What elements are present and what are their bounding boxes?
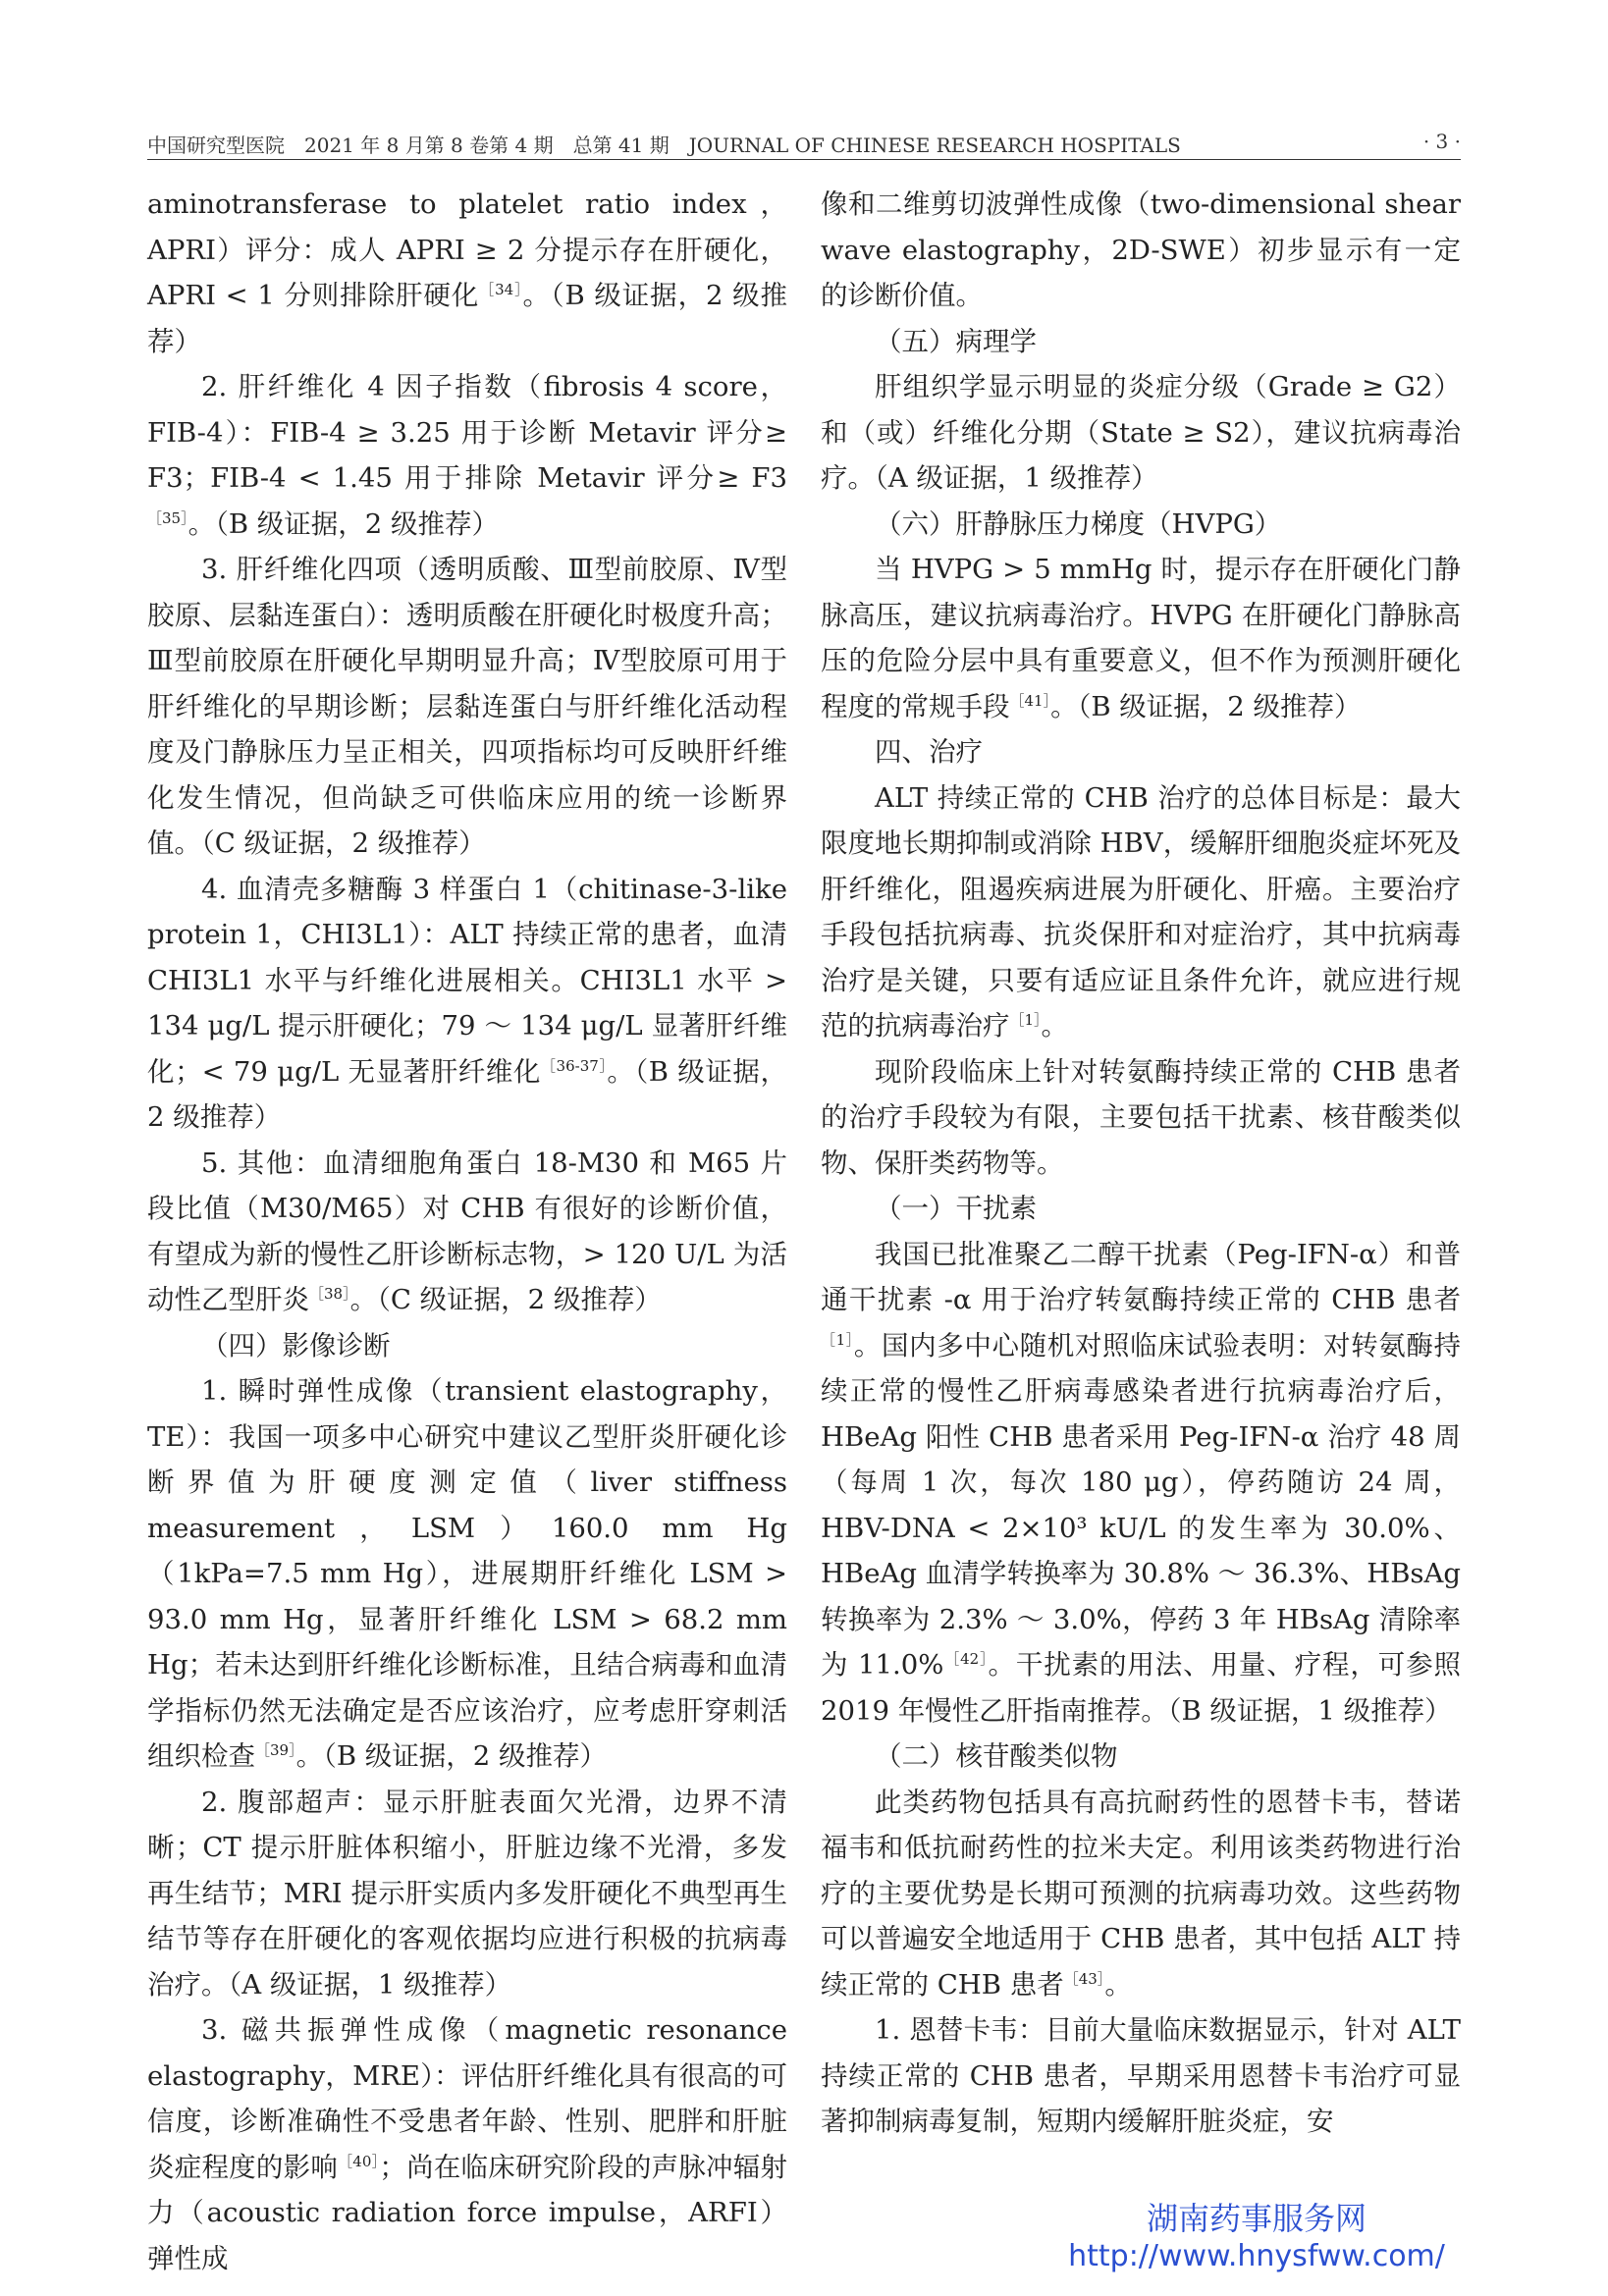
section-heading: （五）病理学 bbox=[875, 325, 1037, 357]
paragraph: aminotransferase to platelet ratio index，APRI）评分：成人 APRI ≥ 2 分提示存在肝硬化，APRI < 1 分则排除肝硬化$^{[34]}$。（B 级证据，2 级推荐） bbox=[147, 188, 788, 357]
paragraph: 我国已批准聚乙二醇干扰素（Peg-IFN-α）和普通干扰素 -α 用于治疗转氨酶持续正常的 CHB 患者$^{[1]}$。国内多中心随机对照临床试验表明：对转氨酶持续正常的慢性乙肝病毒感染者进行抗病毒治疗后，HBeAg 阳性 CHB 患者采用 Peg-IFN-α 治疗 48 周（每周 1 次，每次 180 μg），停药随访 24 周，HBV-DNA < 2×10³ kU/L 的发生率为 30.0%、HBeAg 血清学转换率为 30.8% ～ 36.3%、HBsAg 转换率为 2.3% ～ 3.0%，停药 3 年 HBsAg 清除率为 11.0%$^{[42]}$。干扰素的用法、用量、疗程，可参照 2019 年慢性乙肝指南推荐。（B 级证据，1 级推荐） bbox=[821, 1238, 1462, 1727]
page-number: · 3 · bbox=[1422, 130, 1461, 153]
paragraph: 像和二维剪切波弹性成像（two-dimensional shear wave elastography，2D-SWE）初步显示有一定的诊断价值。 bbox=[821, 188, 1461, 311]
paragraph: ALT 持续正常的 CHB 治疗的总体目标是：最大限度地长期抑制或消除 HBV，缓解肝细胞炎症坏死及肝纤维化，阻遏疾病进展为肝硬化、肝癌。主要治疗手段包括抗病毒、抗炎保肝和对症治疗，其中抗病毒治疗是关键，只要有适应证且条件允许，就应进行规范的抗病毒治疗$^{[1]}$。 bbox=[821, 781, 1461, 1041]
paragraph: 2. 肝纤维化 4 因子指数（fibrosis 4 score，FIB-4）：FIB-4 ≥ 3.25 用于诊断 Metavir 评分≥ F3；FIB-4 < 1.45 用于排除 Metavir 评分≥ $F3^{[35]}$。（B 级证据，2 级推荐） bbox=[147, 371, 787, 540]
watermark bbox=[1060, 2199, 1453, 2275]
section-heading: 四、治疗 bbox=[875, 736, 983, 768]
paragraph: 现阶段临床上针对转氨酶持续正常的 CHB 患者的治疗手段较为有限，主要包括干扰素、核苷酸类似物、保肝类药物等。 bbox=[821, 1055, 1461, 1179]
left-column bbox=[147, 182, 787, 2281]
watermark-title: 湖南药事服务网 bbox=[1146, 2200, 1367, 2237]
paragraph: 5. 其他：血清细胞角蛋白 18-M30 和 M65 片段比值（M30/M65）对 CHB 有很好的诊断价值，有望成为新的慢性乙肝诊断标志物，> 120 U/L 为活动性乙型肝炎$^{[38]}$。（C 级证据，2 级推荐） bbox=[147, 1147, 787, 1315]
section-heading: （四）影像诊断 bbox=[201, 1329, 391, 1362]
paragraph: 1. 恩替卡韦：目前大量临床数据显示，针对 ALT 持续正常的 CHB 患者，早期采用恩替卡韦治疗可显著抑制病毒复制，短期内缓解肝脏炎症，安 bbox=[821, 2014, 1461, 2137]
right-column bbox=[821, 182, 1461, 2145]
paragraph: 3. 磁共振弹性成像（magnetic resonance elastography，MRE）：评估肝纤维化具有很高的可信度，诊断准确性不受患者年龄、性别、肥胖和肝脏炎症程度的影响$^{[40]}$；尚在临床研究阶段的声脉冲辐射力（acoustic radiation force impulse，ARFI）弹性成 bbox=[147, 2014, 787, 2274]
paragraph: 2. 腹部超声：显示肝脏表面欠光滑，边界不清晰；CT 提示肝脏体积缩小，肝脏边缘不光滑，多发再生结节；MRI 提示肝实质内多发肝硬化不典型再生结节等存在肝硬化的客观依据均应进行积极的抗病毒治疗。（A 级证据，1 级推荐） bbox=[147, 1786, 787, 2001]
paragraph: 肝组织学显示明显的炎症分级（Grade ≥ G2）和（或）纤维化分期（State ≥ S2），建议抗病毒治疗。（A 级证据，1 级推荐） bbox=[821, 371, 1461, 494]
paragraph: 3. 肝纤维化四项（透明质酸、Ⅲ型前胶原、Ⅳ型胶原、层黏连蛋白）：透明质酸在肝硬化时极度升高；Ⅲ型前胶原在肝硬化早期明显升高；Ⅳ型胶原可用于肝纤维化的早期诊断；层黏连蛋白与肝纤维化活动程度及门静脉压力呈正相关，四项指标均可反映肝纤维化发生情况，但尚缺乏可供临床应用的统一诊断界值。（C 级证据，2 级推荐） bbox=[147, 554, 787, 859]
paragraph: 当 HVPG > 5 mmHg 时，提示存在肝硬化门静脉高压，建议抗病毒治疗。HVPG 在肝硬化门静脉高压的危险分层中具有重要意义，但不作为预测肝硬化程度的常规手段$^{[41]}$。（B 级证据，2 级推荐） bbox=[821, 554, 1461, 722]
section-heading: （六）肝静脉压力梯度（HVPG） bbox=[875, 507, 1282, 540]
paragraph: 此类药物包括具有高抗耐药性的恩替卡韦，替诺福韦和低抗耐药性的拉米夫定。利用该类药物进行治疗的主要优势是长期可预测的抗病毒功效。这些药物可以普遍安全地适用于 CHB 患者，其中包括 ALT 持续正常的 CHB 患者$^{[43]}$。 bbox=[821, 1786, 1461, 2001]
watermark-url[interactable]: http://www.hnysfww.com/ bbox=[1068, 2239, 1445, 2273]
running-header bbox=[147, 130, 1461, 160]
journal-info: 中国研究型医院 2021 年 8 月第 8 卷第 4 期 总第 41 期 JOURNAL OF CHINESE RESEARCH HOSPITALS bbox=[147, 133, 1181, 157]
paragraph: 1. 瞬时弹性成像（transient elastography，TE）：我国一项多中心研究中建议乙型肝炎肝硬化诊断界值为肝硬度测定值（liver stiffness measurement，LSM）160.0 mm Hg（1kPa=7.5 mm Hg），进展期肝纤维化 LSM > 93.0 mm Hg，显著肝纤维化 LSM > 68.2 mm Hg；若未达到肝纤维化诊断标准，且结合病毒和血清学指标仍然无法确定是否应该治疗，应考虑肝穿刺活组织检查$^{[39]}$。（B 级证据，2 级推荐） bbox=[147, 1375, 787, 1772]
paragraph: 4. 血清壳多糖酶 3 样蛋白 1（chitinase-3-like protein 1，CHI3L1）：ALT 持续正常的患者，血清 CHI3L1 水平与纤维化进展相关。CHI3L1 水平 > 134 μg/L 提示肝硬化；79 ～ 134 μg/L 显著肝纤维化；< 79 μg/L 无显著肝纤维化$^{[36-37]}$。（B 级证据，2 级推荐） bbox=[147, 873, 787, 1133]
section-heading: （二）核苷酸类似物 bbox=[875, 1740, 1118, 1772]
section-heading: （一）干扰素 bbox=[875, 1193, 1037, 1224]
